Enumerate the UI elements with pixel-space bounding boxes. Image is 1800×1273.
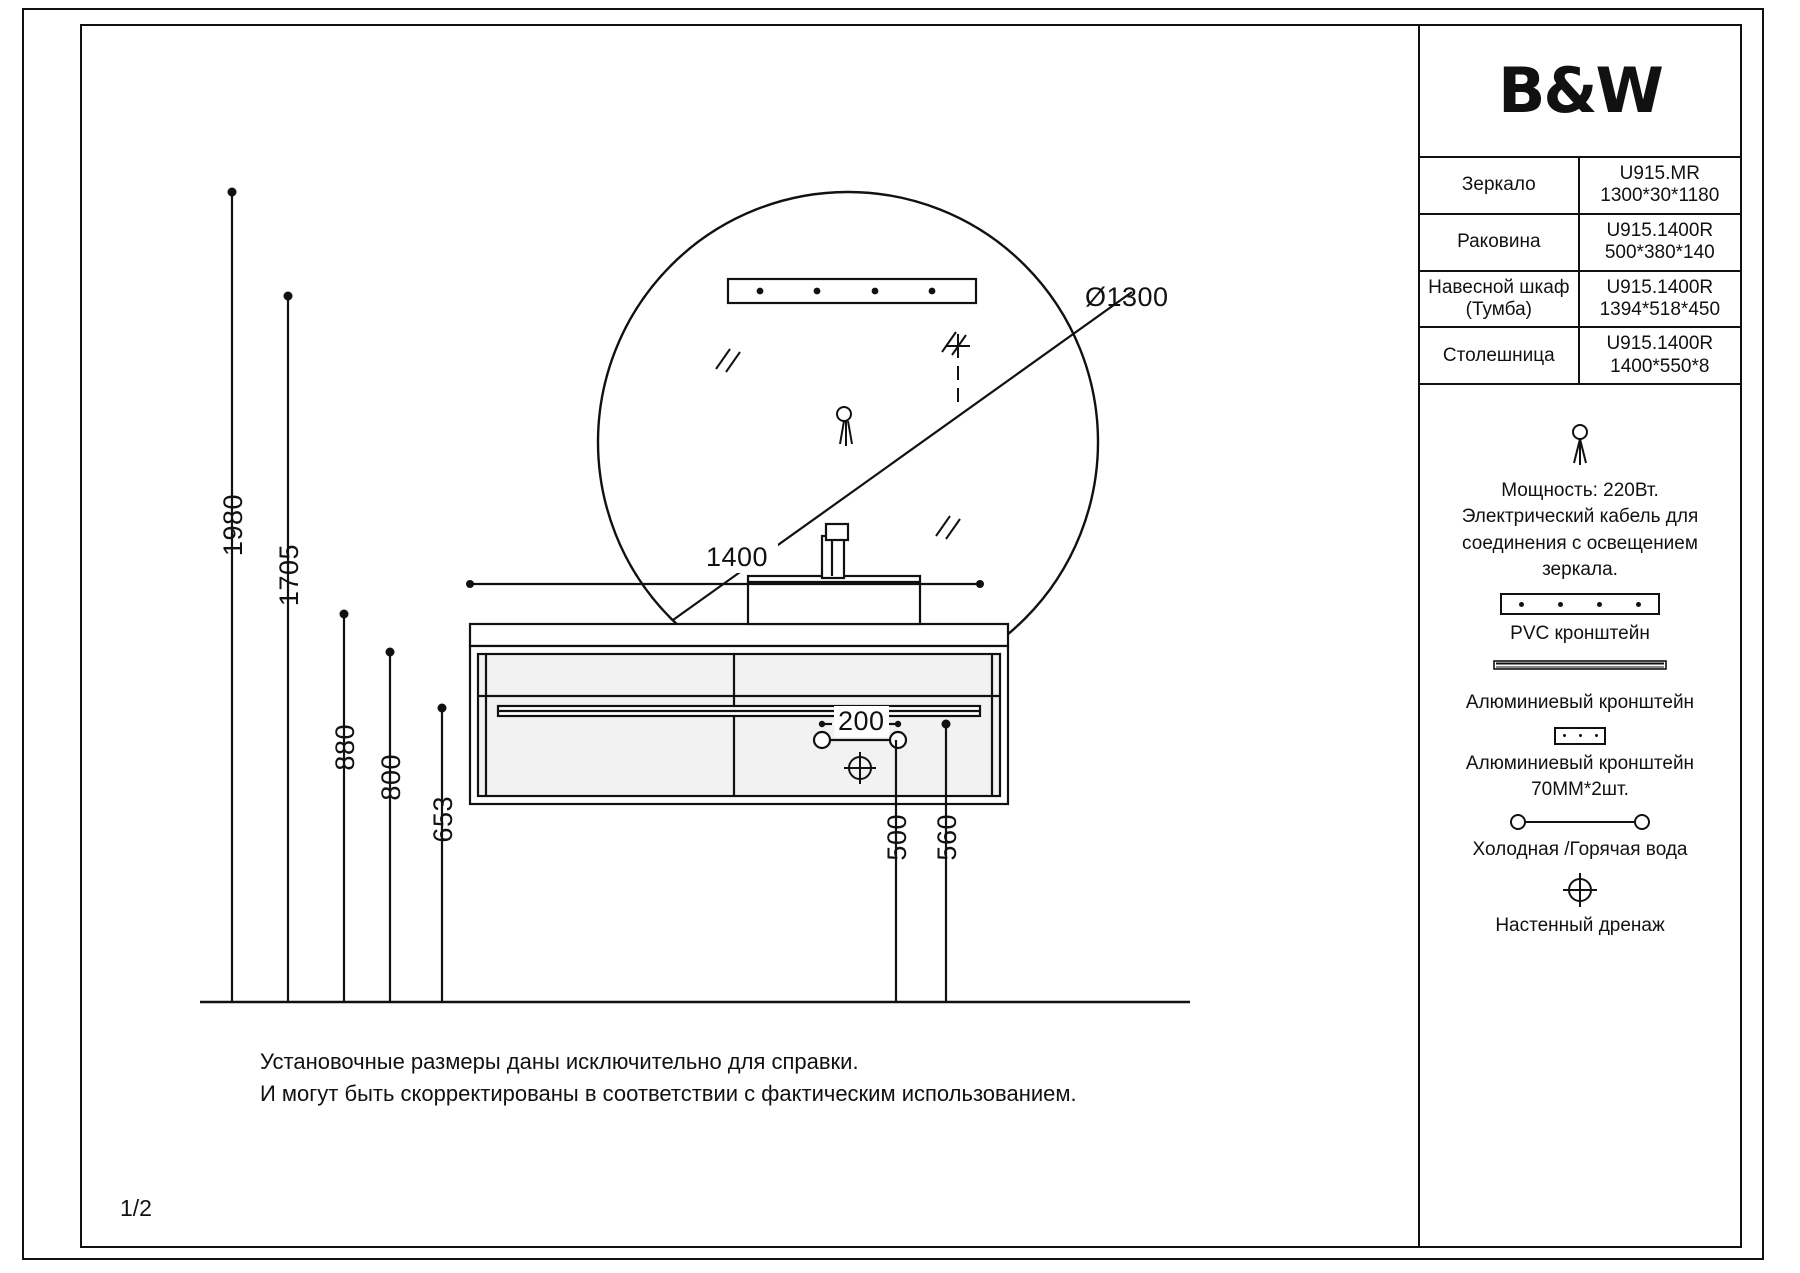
dim-height-500: 500 — [882, 814, 912, 861]
table-row — [1420, 271, 1740, 328]
aluminium-rail-icon — [1493, 657, 1667, 673]
power-line-1: Мощность: 220Вт. — [1501, 480, 1659, 502]
aluminium-small-bracket-icon — [1554, 727, 1606, 745]
spec-code: U915.1400R — [1606, 276, 1714, 298]
note-line-1: Установочные размеры даны исключительно для справки. — [260, 1049, 859, 1074]
cold-water-port — [1510, 814, 1526, 830]
power-line-2: Электрический кабель для — [1461, 506, 1699, 528]
table-row — [1420, 327, 1740, 384]
spec-value-countertop — [1579, 327, 1740, 384]
spec-value-cabinet — [1579, 271, 1740, 328]
spec-value-mirror — [1579, 158, 1740, 214]
dim-height-1980: 1980 — [218, 494, 248, 557]
water-line — [1520, 821, 1640, 823]
wall-drain-icon — [1563, 873, 1597, 907]
spec-name-countertop: Столешница — [1420, 327, 1579, 384]
spec-code: U915.MR — [1619, 163, 1700, 184]
dim-height-880: 880 — [330, 724, 360, 771]
pvc-bracket-icon — [1500, 593, 1660, 615]
power-line-4: зеркала. — [1542, 558, 1618, 580]
drawing-sheet-border — [22, 8, 1764, 1260]
table-row — [1420, 214, 1740, 271]
page-number: 1/2 — [120, 1195, 152, 1221]
dim-width-1400: 1400 — [696, 542, 778, 573]
bracket-hole — [1597, 602, 1602, 607]
bracket-hole — [1595, 734, 1598, 737]
spec-size: 1394*518*450 — [1599, 299, 1721, 321]
drain-cross-v — [1579, 873, 1581, 907]
wall-drain-label: Настенный дренаж — [1495, 915, 1665, 937]
brand-logo — [1420, 26, 1740, 158]
info-panel — [1418, 26, 1740, 1246]
spec-name-mirror: Зеркало — [1420, 158, 1579, 214]
bracket-hole — [1558, 602, 1563, 607]
bracket-hole — [1579, 734, 1582, 737]
hot-water-port — [1634, 814, 1650, 830]
spec-name-basin: Раковина — [1420, 214, 1579, 271]
power-cable-icon — [1560, 423, 1600, 467]
pvc-bracket-label: PVC кронштейн — [1510, 623, 1650, 645]
spec-code: U915.1400R — [1606, 333, 1714, 355]
spec-name-cabinet: Навесной шкаф (Тумба) — [1420, 271, 1579, 328]
spec-size: 1400*550*8 — [1610, 355, 1710, 377]
dim-mirror-diameter: Ø1300 — [1085, 282, 1169, 312]
technical-drawing-area — [80, 24, 1418, 1248]
note-line-2: И могут быть скорректированы в соответствии с фактическим использованием. — [260, 1080, 1077, 1106]
spec-code: U915.1400R — [1606, 219, 1714, 241]
bracket-hole — [1563, 734, 1566, 737]
spec-size: 500*380*140 — [1604, 242, 1715, 264]
dim-height-653: 653 — [428, 796, 458, 843]
legend-section — [1420, 385, 1740, 939]
dim-height-560: 560 — [932, 814, 962, 861]
power-line-3: соединения с освещением — [1462, 532, 1698, 554]
aluminium-small-bracket-label-1: Алюминиевый кронштейн — [1465, 752, 1695, 774]
installation-note — [260, 1046, 1077, 1110]
spec-table — [1420, 158, 1740, 385]
table-row — [1420, 158, 1740, 214]
brand-logo-text: B&W — [1498, 54, 1662, 127]
spec-value-basin — [1579, 214, 1740, 271]
dim-height-1705: 1705 — [274, 544, 304, 607]
bracket-hole — [1519, 602, 1524, 607]
dim-drain-200: 200 — [834, 706, 889, 737]
aluminium-rail-label: Алюминиевый кронштейн — [1465, 692, 1695, 714]
water-supply-icon — [1510, 813, 1650, 831]
aluminium-small-bracket-label-2: 70MM*2шт. — [1531, 778, 1629, 800]
bracket-hole — [1636, 602, 1641, 607]
water-supply-label: Холодная /Горячая вода — [1472, 839, 1688, 860]
spec-size: 1300*30*1180 — [1600, 185, 1720, 207]
dim-height-800: 800 — [376, 754, 406, 801]
